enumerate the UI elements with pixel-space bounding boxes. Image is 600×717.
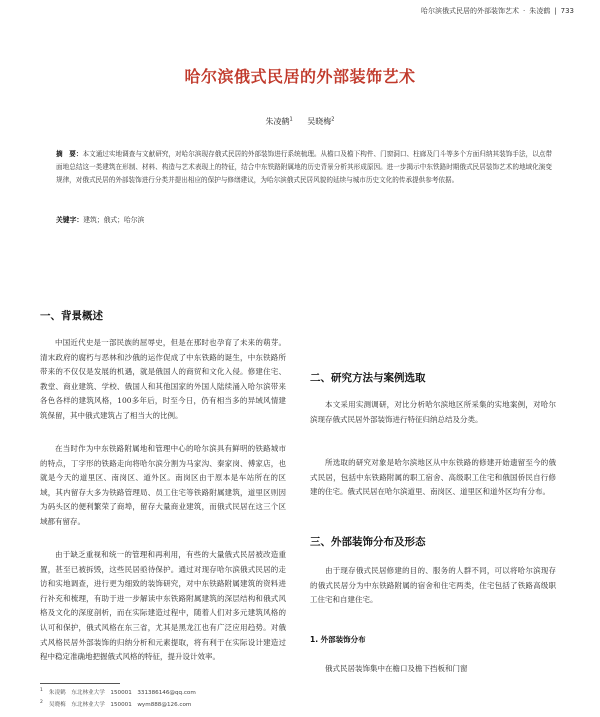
footnote-1: $^1$ 朱凌鹤 东北林业大学 150001 331386146@qq.com	[40, 688, 196, 696]
footnote-divider	[40, 683, 120, 684]
section-heading-methods: 二、研究方法与案例选取	[310, 372, 426, 384]
section-heading-background: 一、背景概述	[40, 310, 103, 322]
subsection-heading-distribution: 1. 外部装饰分布	[310, 635, 366, 644]
keywords-text: 建筑；俄式；哈尔滨	[83, 216, 145, 224]
running-head: 哈尔滨俄式民居的外部装饰艺术 · 朱凌鹤 | 733	[421, 7, 574, 15]
running-head-author: 朱凌鹤	[529, 7, 551, 15]
author-1: 朱凌鹤$^1$	[265, 116, 293, 126]
keywords	[56, 214, 552, 226]
running-head-title: 哈尔滨俄式民居的外部装饰艺术	[421, 7, 520, 15]
author-2: 吴晓梅$^2$	[307, 116, 335, 126]
paragraph: 所选取的研究对象是哈尔滨地区从中东铁路的修建开始遗留至今的俄式民居，包括中东铁路附属的职工宿舍、高级职工住宅和俄国侨民自行修建的住宅。俄式民居在哈尔滨道里、南岗区、道里区和道外区均有分布。	[310, 458, 556, 497]
paragraph: 在当时作为中东铁路附属地和管理中心的哈尔滨具有鲜明的铁路城市的特点，丁字形的铁路走向将哈尔滨分割为马家沟、秦家岗、傅家店，也就是今天的道里区、南岗区、道外区。南岗区由于原本是车站所在的区域，其内留存大多为铁路管理局、员工住宅等铁路附属建筑，道里区则因为码头区的便利繁荣了商埠，留存大量商业建筑，而俄式民居在这三个区域都有留存。	[40, 444, 286, 526]
abstract-text: 本文通过实地调查与文献研究，对哈尔滨现存俄式民居的外部装饰进行系统梳理。从檐口及檐下构件、门窗洞口、柱廊及门斗等多个方面归纳其装饰手法，以点带面地总结这一类建筑在形制、材料、构造与艺术表现上的特征，结合中东铁路附属地的历史背景分析其形成原因。进一步揭示中东铁路时期俄式民居装饰艺术的地域化演变规律，对俄式民居的外部装饰进行分类并提出相应的保护与修缮建议，为哈尔滨俄式民居风貌的延续与城市历史文化的传承提供参考依据。	[56, 150, 553, 185]
paragraph: 俄式民居装饰集中在檐口及檐下挡板和门窗	[325, 664, 468, 673]
section-heading-decoration: 三、外部装饰分布及形态	[310, 536, 426, 548]
footnote-2: $^2$ 吴晓梅 东北林业大学 150001 wym888@126.com	[40, 700, 192, 708]
paragraph: 本文采用实测调研，对比分析哈尔滨地区所采集的实地案例，对哈尔滨现存俄式民居外部装饰进行特征归纳总结及分类。	[310, 400, 556, 424]
paragraph: 由于现存俄式民居修建的目的、服务的人群不同，可以将哈尔滨现存的俄式民居分为中东铁路附属的宿舍和住宅两类，住宅包括了铁路高级职工住宅和自建住宅。	[310, 566, 556, 605]
page-number: 733	[560, 7, 574, 15]
author-line	[0, 116, 600, 127]
keywords-label: 关键字：	[56, 216, 84, 224]
paragraph: 由于缺乏重视和统一的管理和再利用，有些的大量俄式民居被改造重置，甚至已被拆毁，这些民居亟待保护。通过对现存哈尔滨俄式民居的走访和实地调查，进行更为细致的装饰研究，对中东铁路附属建筑的资料进行补充和梳理，有助于进一步解读中东铁路附属建筑的深层结构和俄式风格及文化的深度剖析，而在实际建造过程中，随着人们对多元建筑风格的认可和保护，俄式风格在东三省，尤其是黑龙江也有广泛应用趋势。对俄式风格民居外部装饰的归纳分析和元素提取，将有利于在实际设计建造过程中稳定准确地把握俄式风格的特征，提升设计效率。	[40, 550, 286, 662]
paragraph: 中国近代史是一部民族的屈辱史，但是在那时也孕育了未来的萌芽。清末政府的腐朽与恶林和沙俄的运作促成了中东铁路的诞生，中东铁路所带来的不仅仅是发展的机遇，就是俄国人的商贸和文化入侵。修建住宅、教堂、商业建筑、学校、俄国人和其他国家的外国人陆续涌入哈尔滨带来各色各样的建筑风格，100多年后，时至今日，仍有相当多的异域风情建筑保留，其中俄式建筑占了相当大的比例。	[40, 338, 286, 420]
abstract	[56, 148, 552, 188]
abstract-label: 摘 要：	[56, 150, 83, 158]
paper-title: 哈尔滨俄式民居的外部装饰艺术	[184, 67, 416, 86]
